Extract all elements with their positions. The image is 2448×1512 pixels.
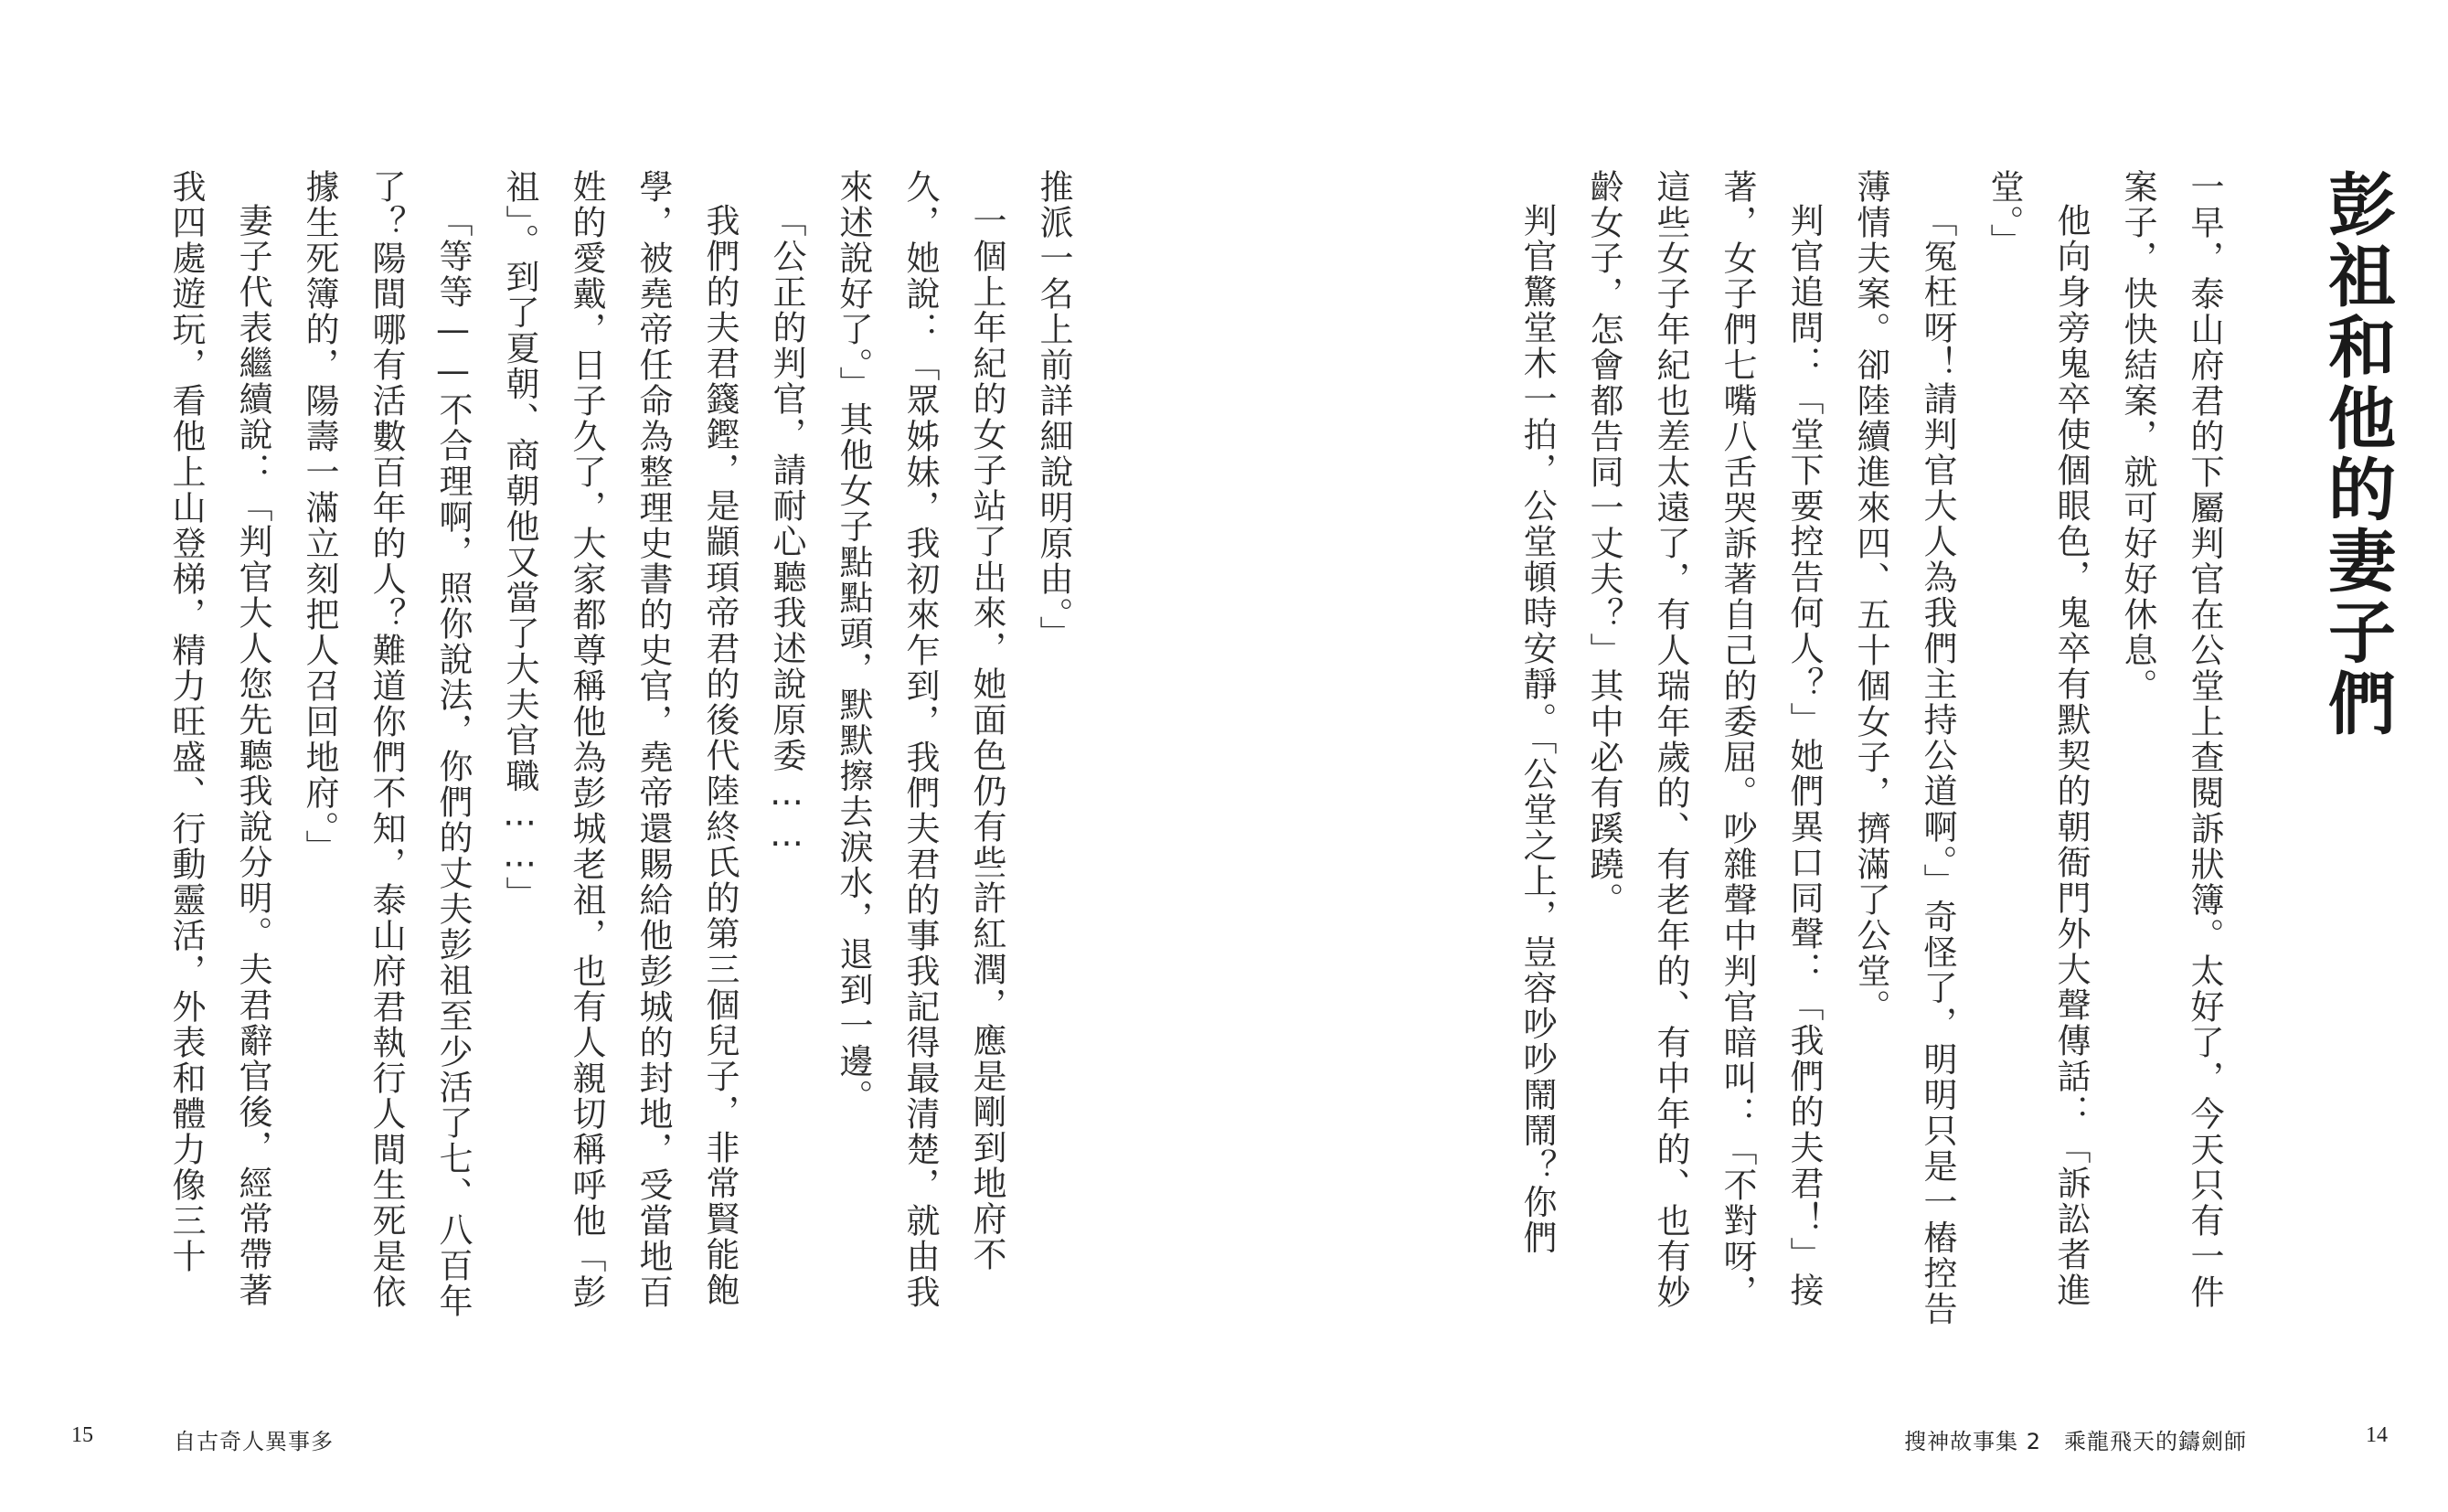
running-head: 自古奇人異事多	[174, 1429, 334, 1454]
page-number: 15	[71, 1423, 93, 1447]
paragraph: 一個上年紀的女子站了出來，她面色仍有些許紅潤，應是剛到地府不久，她說：「眾姊妹，我初來乍到，我們夫君的事我記得最清楚，就由我來述說好了。」其他女子點點頭，默默擦去淚水，退到一邊。	[834, 169, 1006, 1310]
paragraph: 他向身旁鬼卒使個眼色，鬼卒有默契的朝衙門外大聲傳話：「訴訟者進堂。」	[1985, 169, 2091, 1308]
paragraph: 「冤枉呀！請判官大人為我們主持公道啊。」奇怪了，明明只是一樁控告薄情夫案。卻陸續進來四、五十個女子，擠滿了公堂。	[1851, 169, 1957, 1327]
running-head: 搜神故事集 2 乘龍飛天的鑄劍師	[1904, 1429, 2247, 1454]
paragraph: 一早，泰山府君的下屬判官在公堂上查閱訴狀簿。太好了，今天只有一件案子，快快結案，就可好好休息。	[2118, 169, 2224, 1310]
paragraph: 妻子代表繼續說：「判官大人您先聽我說分明。夫君辭官後，經常帶著我四處遊玩，看他上山登梯，精力旺盛、行動靈活，外表和體力像三十	[166, 169, 272, 1308]
paragraph: 判官追問：「堂下要控告何人？」她們異口同聲：「我們的夫君！」接著，女子們七嘴八舌哭訴著自己的委屈。吵雜聲中判官暗叫：「不對呀，這些女子年紀也差太遠了，有人瑞年歲的、有老年的、有中年的、也有妙齡女子，怎會都告同一丈夫？」其中必有蹊蹺。	[1584, 169, 1824, 1310]
paragraph: 「等等——不合理啊，照你說法，你們的丈夫彭祖至少活了七、八百年了？陽間哪有活數百年的人？難道你們不知，泰山府君執行人間生死是依據生死簿的，陽壽一滿立刻把人召回地府。」	[300, 169, 473, 1319]
right-page	[1224, 0, 2448, 1512]
page-number: 14	[2366, 1423, 2388, 1447]
paragraph: 我們的夫君籛鏗，是顓頊帝君的後代陸終氏的第三個兒子，非常賢能飽學，被堯帝任命為整理史書的史官，堯帝還賜給他彭城的封地，受當地百姓的愛戴，日子久了，大家都尊稱他為彭城老祖，也有人親切稱呼他「彭祖」。到了夏朝、商朝他又當了大夫官職……」	[500, 169, 740, 1310]
chapter-title: 彭祖和他的妻子們	[2317, 169, 2396, 740]
paragraph: 判官驚堂木一拍，公堂頓時安靜。「公堂之上，豈容吵吵鬧鬧？你們	[1517, 203, 1557, 1256]
paragraph: 「公正的判官，請耐心聽我述說原委……	[767, 203, 806, 856]
paragraph: 推派一名上前詳細說明原由。」	[1034, 169, 1073, 652]
right-page-text	[1504, 169, 2411, 1339]
left-page-text	[153, 169, 1087, 1339]
